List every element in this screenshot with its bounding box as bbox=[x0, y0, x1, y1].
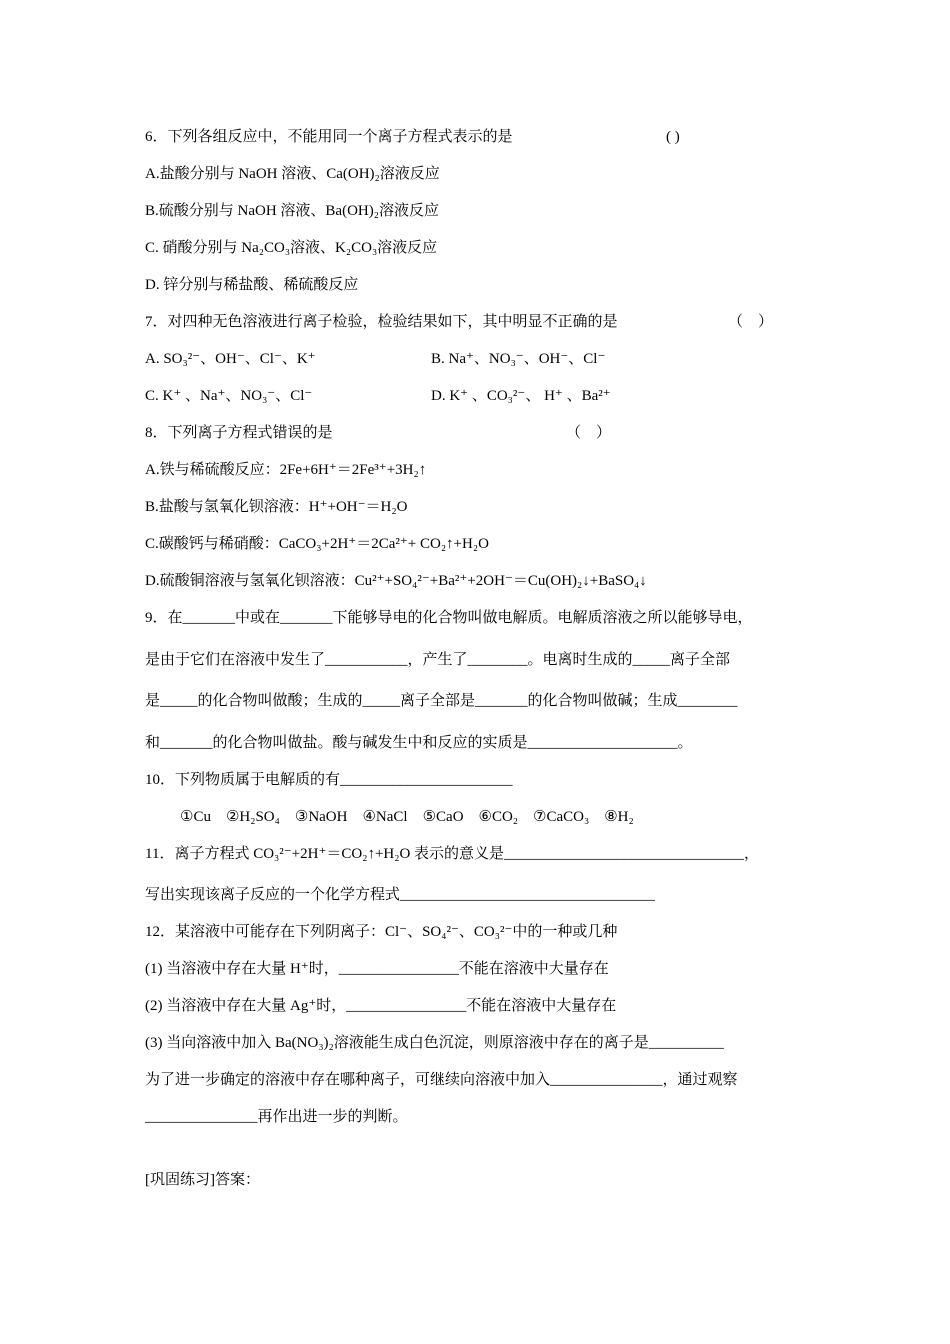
q9-line-1: 9．在_______中或在_______下能够导电的化合物叫做电解质。电解质溶液之所以能够导电， bbox=[145, 610, 753, 626]
q8-option-d: D.硫酸铜溶液与氢氧化钡溶液：Cu²⁺+SO₄²⁻+Ba²⁺+2OH⁻＝Cu(OH)₂↓+BaSO₄↓ bbox=[145, 573, 647, 589]
q11-line-1: 11．离子方程式 CO₃²⁻+2H⁺＝CO₂↑+H₂O 表示的意义是________________________________， bbox=[145, 846, 760, 862]
q6-option-c: C. 硝酸分别与 Na₂CO₃溶液、K₂CO₃溶液反应 bbox=[145, 240, 438, 256]
q12-part-1: (1) 当溶液中存在大量 H⁺时，________________不能在溶液中大量存在 bbox=[145, 961, 609, 977]
q12-part-2: (2) 当溶液中存在大量 Ag⁺时，________________不能在溶液中大量存在 bbox=[145, 998, 617, 1014]
q10-items: ①Cu ②H₂SO₄ ③NaOH ④NaCl ⑤CaO ⑥CO₂ ⑦CaCO₃ ⑧H₂ bbox=[180, 809, 634, 825]
q9-line-4: 和_______的化合物叫做盐。酸与碱发生中和反应的实质是____________________。 bbox=[145, 735, 693, 751]
q8-option-a: A.铁与稀硫酸反应：2Fe+6H⁺＝2Fe³⁺+3H₂↑ bbox=[145, 462, 427, 478]
q8-option-b: B.盐酸与氢氧化钡溶液：H⁺+OH⁻＝H₂O bbox=[145, 499, 408, 515]
q6-stem: 6．下列各组反应中，不能用同一个离子方程式表示的是 bbox=[145, 129, 513, 145]
q10-stem: 10．下列物质属于电解质的有_______________________ bbox=[145, 772, 513, 788]
q12-part-5: _______________再作出进一步的判断。 bbox=[145, 1109, 408, 1125]
q8-option-c: C.碳酸钙与稀硝酸：CaCO₃+2H⁺＝2Ca²⁺+ CO₂↑+H₂O bbox=[145, 536, 489, 552]
q6-option-a: A.盐酸分别与 NaOH 溶液、Ca(OH)₂溶液反应 bbox=[145, 166, 440, 182]
q7-answer-bracket: （ ） bbox=[728, 314, 774, 330]
q9-line-3: 是_____的化合物叫做酸；生成的_____离子全部是_______的化合物叫做碱；生成________ bbox=[145, 693, 738, 709]
q12-stem: 12．某溶液中可能存在下列阴离子：Cl⁻、SO₄²⁻、CO₃²⁻中的一种或几种 bbox=[145, 924, 618, 940]
q7-option-c: C. K⁺ 、Na⁺、NO₃⁻、Cl⁻ bbox=[145, 388, 313, 404]
q7-option-b: B. Na⁺、NO₃⁻、OH⁻、Cl⁻ bbox=[431, 351, 606, 367]
q6-option-b: B.硫酸分别与 NaOH 溶液、Ba(OH)₂溶液反应 bbox=[145, 203, 439, 219]
q9-line-2: 是由于它们在溶液中发生了___________，产生了________。电离时生成的_____离子全部 bbox=[145, 652, 731, 668]
answers-heading: [巩固练习]答案： bbox=[145, 1172, 260, 1188]
q12-part-3: (3) 当向溶液中加入 Ba(NO₃)₂溶液能生成白色沉淀，则原溶液中存在的离子是__________ bbox=[145, 1035, 724, 1051]
q12-part-4: 为了进一步确定的溶液中存在哪种离子，可继续向溶液中加入_______________，通过观察 bbox=[145, 1072, 738, 1088]
q11-line-2: 写出实现该离子反应的一个化学方程式__________________________________ bbox=[145, 887, 656, 903]
q6-option-d: D. 锌分别与稀盐酸、稀硫酸反应 bbox=[145, 277, 359, 293]
q8-answer-bracket: （ ） bbox=[566, 425, 612, 441]
q6-answer-bracket: ( ) bbox=[666, 129, 680, 145]
q7-option-d: D. K⁺ 、CO₃²⁻、 H⁺ 、Ba²⁺ bbox=[431, 388, 611, 404]
q7-option-a: A. SO₃²⁻、OH⁻、Cl⁻、K⁺ bbox=[145, 351, 316, 367]
q7-stem: 7．对四种无色溶液进行离子检验，检验结果如下，其中明显不正确的是 bbox=[145, 314, 618, 330]
q8-stem: 8．下列离子方程式错误的是 bbox=[145, 425, 333, 441]
